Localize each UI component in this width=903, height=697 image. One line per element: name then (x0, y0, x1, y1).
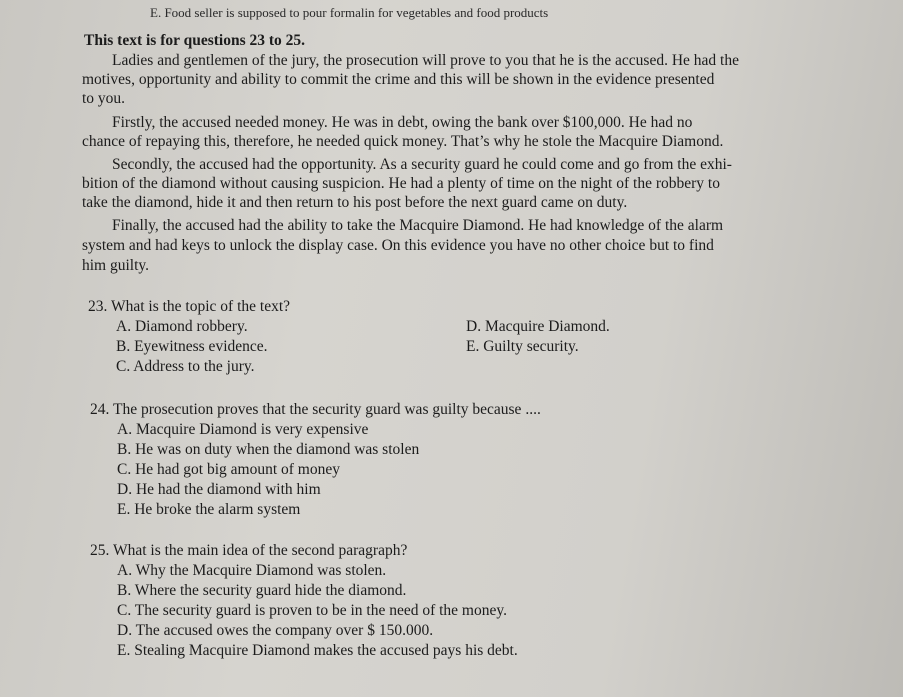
passage-p2-line1: Firstly, the accused needed money. He was in debt, owing the bank over $100,000. He had no (112, 114, 693, 131)
question-23-option-c: C. Address to the jury. (116, 358, 255, 375)
question-24-option-e: E. He broke the alarm system (117, 501, 301, 518)
question-24-option-b: B. He was on duty when the diamond was stolen (117, 441, 420, 458)
passage-p3-line1: Secondly, the accused had the opportunity. As a security guard he could come and go from the exhi- (112, 156, 732, 173)
question-24-stem: 24. The prosecution proves that the security guard was guilty because .... (90, 401, 541, 418)
question-23-stem: 23. What is the topic of the text? (88, 298, 291, 315)
passage-p4-line2: system and had keys to unlock the display case. On this evidence you have no other choice but to find (82, 237, 714, 254)
question-23-option-e: E. Guilty security. (466, 338, 579, 355)
passage-p1-line3: to you. (82, 90, 126, 107)
question-23-option-d: D. Macquire Diamond. (466, 318, 610, 335)
question-25-option-c: C. The security guard is proven to be in the need of the money. (117, 602, 507, 619)
passage-p1-line1: Ladies and gentlemen of the jury, the prosecution will prove to you that he is the accused. He had the (112, 52, 739, 69)
passage-p1-line2: motives, opportunity and ability to commit the crime and this will be shown in the evidence presented (82, 71, 715, 88)
question-24-option-a: A. Macquire Diamond is very expensive (117, 421, 369, 438)
question-25-option-b: B. Where the security guard hide the diamond. (117, 582, 407, 599)
section-header: This text is for questions 23 to 25. (84, 32, 306, 49)
question-24-option-c: C. He had got big amount of money (117, 461, 340, 478)
passage-p4-line1: Finally, the accused had the ability to take the Macquire Diamond. He had knowledge of the alarm (112, 217, 724, 234)
question-24-option-d: D. He had the diamond with him (117, 481, 321, 498)
question-25-option-a: A. Why the Macquire Diamond was stolen. (117, 562, 387, 579)
question-23-option-b: B. Eyewitness evidence. (116, 338, 268, 355)
passage-p3-line3: take the diamond, hide it and then return to his post before the next guard came on duty. (82, 194, 628, 211)
previous-option-line: E. Food seller is supposed to pour formalin for vegetables and food products (150, 5, 549, 20)
question-25-option-d: D. The accused owes the company over $ 150.000. (117, 622, 434, 639)
question-25-option-e: E. Stealing Macquire Diamond makes the accused pays his debt. (117, 642, 518, 659)
question-25-stem: 25. What is the main idea of the second paragraph? (90, 542, 408, 559)
question-23-option-a: A. Diamond robbery. (116, 318, 248, 335)
passage-p4-line3: him guilty. (82, 257, 150, 274)
passage-p3-line2: bition of the diamond without causing suspicion. He had a plenty of time on the night of the robbery to (82, 175, 720, 192)
passage-p2-line2: chance of repaying this, therefore, he needed quick money. That’s why he stole the Macquire Diamond. (82, 133, 724, 150)
